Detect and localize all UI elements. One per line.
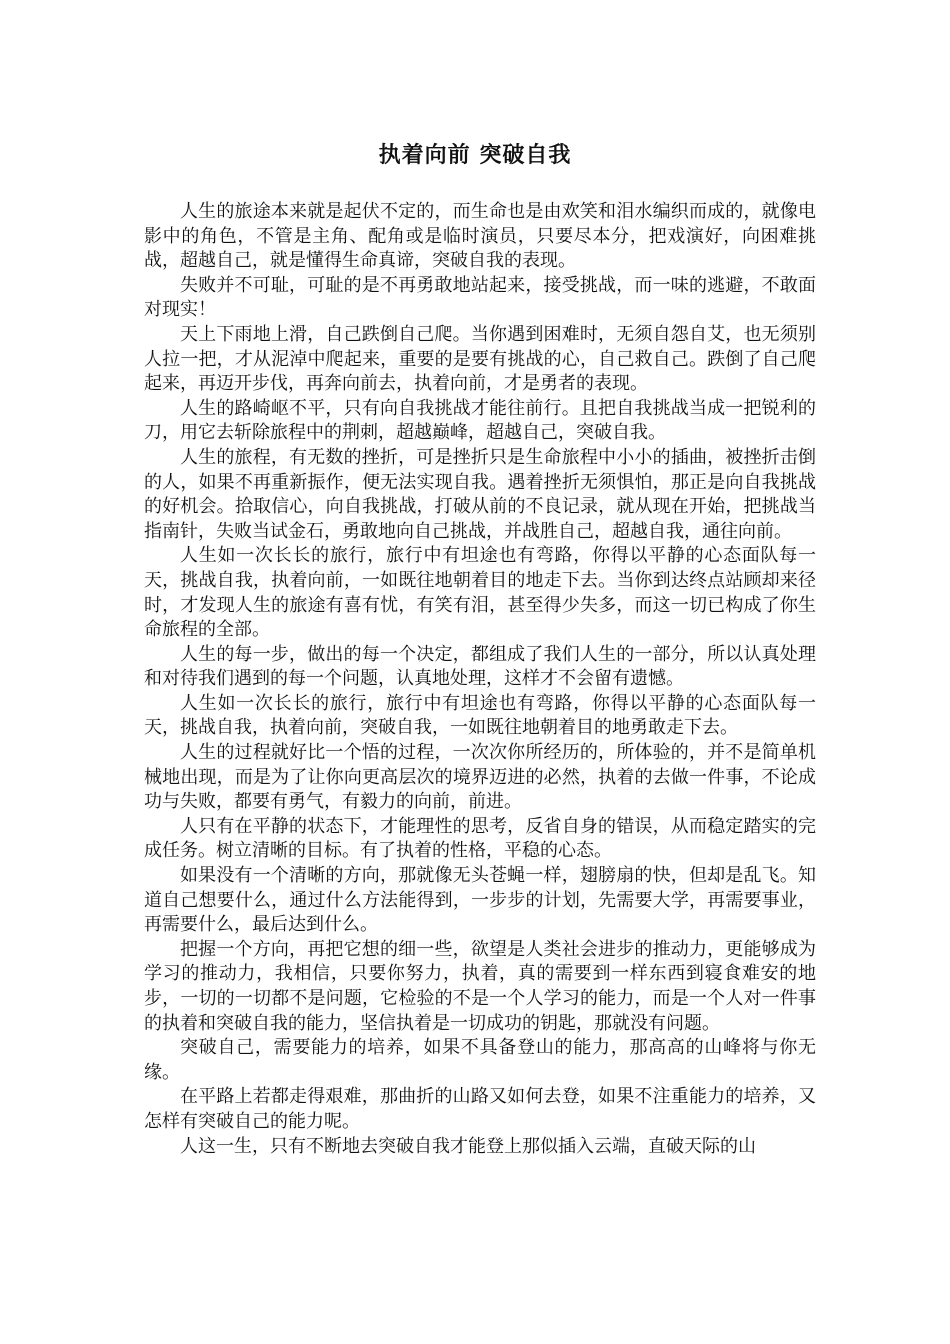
- paragraph: 人生的旅程，有无数的挫折，可是挫折只是生命旅程中小小的插曲，被挫折击倒的人，如果不再重新振作，便无法实现自我。遇着挫折无须惧怕，那正是向自我挑战的好机会。拾取信心，向自我挑战，打破从前的不良记录，就从现在开始，把挑战当指南针，失败当试金石，勇敢地向自己挑战，并战胜自己，超越自我，通往向前。: [144, 446, 816, 542]
- paragraph: 把握一个方向，再把它想的细一些，欲望是人类社会进步的推动力，更能够成为学习的推动力，我相信，只要你努力，执着，真的需要到一样东西到寝食难安的地步，一切的一切都不是问题，它检验的不是一个人学习的能力，而是一个人对一件事的执着和突破自我的能力，坚信执着是一切成功的钥匙，那就没有问题。: [144, 938, 816, 1034]
- document-body: [144, 200, 816, 1159]
- paragraph: 人生的每一步，做出的每一个决定，都组成了我们人生的一部分，所以认真处理和对待我们遇到的每一个问题，认真地处理，这样才不会留有遗憾。: [144, 643, 816, 690]
- paragraph: 人生如一次长长的旅行，旅行中有坦途也有弯路，你得以平静的心态面队每一天，挑战自我，执着向前，突破自我，一如既往地朝着目的地勇敢走下去。: [144, 692, 816, 739]
- paragraph: 人只有在平静的状态下，才能理性的思考，反省自身的错误，从而稳定踏实的完成任务。树立清晰的目标。有了执着的性格，平稳的心态。: [144, 815, 816, 862]
- paragraph: 人生的路崎岖不平，只有向自我挑战才能往前行。且把自我挑战当成一把锐利的刀，用它去斩除旅程中的荆刺，超越巅峰，超越自己，突破自我。: [144, 397, 816, 444]
- paragraph: 如果没有一个清晰的方向，那就像无头苍蝇一样，翅膀扇的快，但却是乱飞。知道自己想要什么，通过什么方法能得到，一步步的计划，先需要大学，再需要事业，再需要什么，最后达到什么。: [144, 865, 816, 936]
- paragraph: 在平路上若都走得艰难，那曲折的山路又如何去登，如果不注重能力的培养，又怎样有突破自己的能力呢。: [144, 1086, 816, 1132]
- paragraph: 人生的过程就好比一个悟的过程，一次次你所经历的，所体验的，并不是简单机械地出现，而是为了让你向更高层次的境界迈进的必然，执着的去做一件事，不论成功与失败，都要有勇气，有毅力的向前，前进。: [144, 742, 816, 813]
- paragraph: 失败并不可耻，可耻的是不再勇敢地站起来，接受挑战，而一味的逃避，不敢面对现实！: [144, 274, 816, 321]
- paragraph: 人这一生，只有不断地去突破自我才能登上那似插入云端，直破天际的山: [180, 1135, 756, 1157]
- document-title: 执着向前 突破自我: [378, 143, 572, 168]
- paragraph: 人生的旅途本来就是起伏不定的，而生命也是由欢笑和泪水编织而成的，就像电影中的角色，不管是主角、配角或是临时演员，只要尽本分，把戏演好，向困难挑战，超越自己，就是懂得生命真谛，突破自我的表现。: [144, 201, 816, 272]
- paragraph: 人生如一次长长的旅行，旅行中有坦途也有弯路，你得以平静的心态面队每一天，挑战自我，执着向前，一如既往地朝着目的地走下去。当你到达终点站顾却来径时，才发现人生的旅途有喜有忧，有笑有泪，甚至得少失多，而这一切已构成了你生命旅程的全部。: [144, 545, 816, 641]
- paragraph: 天上下雨地上滑，自己跌倒自己爬。当你遇到困难时，无须自怨自艾，也无须别人拉一把，才从泥淖中爬起来，重要的是要有挑战的心，自己救自己。跌倒了自己爬起来，再迈开步伐，再奔向前去，执着向前，才是勇者的表现。: [144, 323, 816, 395]
- paragraph: 突破自己，需要能力的培养，如果不具备登山的能力，那高高的山峰将与你无缘。: [144, 1037, 816, 1083]
